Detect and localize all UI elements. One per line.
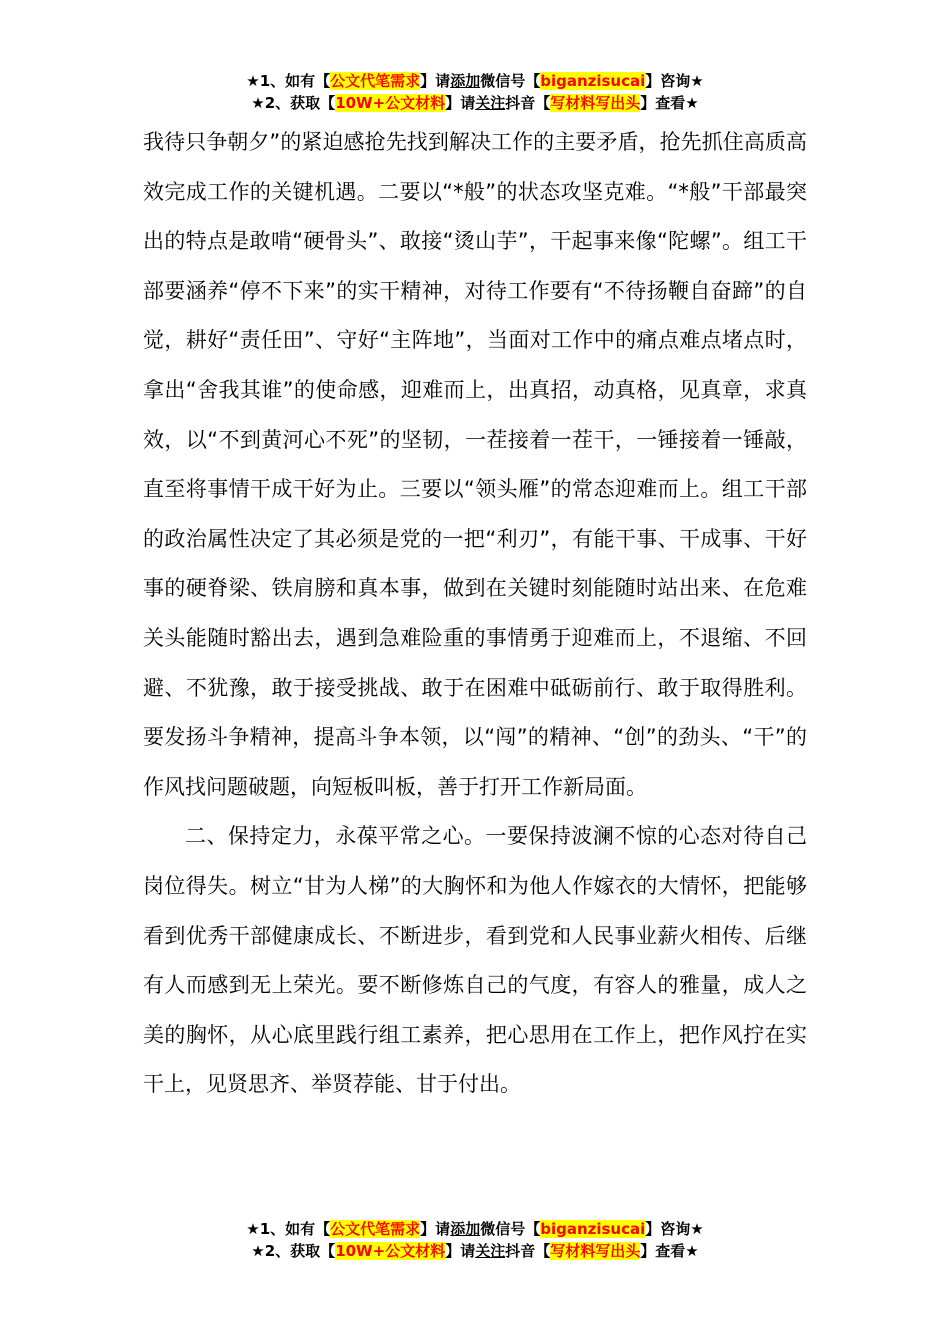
underlined-text: 关注 xyxy=(475,1242,506,1260)
banner-text: 抖音【 xyxy=(505,1242,551,1260)
banner-text: 】请 xyxy=(420,72,451,90)
banner-text: 】请 xyxy=(445,1242,476,1260)
banner-text: 】请 xyxy=(420,1220,451,1238)
highlight-text: 公文代笔需求 xyxy=(330,72,421,90)
highlight-text: biganzisucai xyxy=(540,1220,646,1238)
banner-text: 微信号【 xyxy=(480,72,541,90)
banner-text: ★2、获取【 xyxy=(251,94,336,112)
document-body xyxy=(143,118,807,1110)
underlined-text: 添加 xyxy=(450,72,481,90)
banner-text: ★2、获取【 xyxy=(251,1242,336,1260)
highlight-text: 写材料写出头 xyxy=(550,94,641,112)
body-paragraph: 二、保持定力，永葆平常之心。一要保持波澜不惊的心态对待自己岗位得失。树立“甘为人梯”的大胸怀和为他人作嫁衣的大情怀，把能够看到优秀干部健康成长、不断进步，看到党和人民事业薪火相传、后继有人而感到无上荣光。要不断修炼自己的气度，有容人的雅量，成人之美的胸怀，从心底里践行组工素养，把心思用在工作上，把作风拧在实干上，见贤思齐、举贤荐能、甘于付出。 xyxy=(143,824,807,1097)
banner-text: 】请 xyxy=(445,94,476,112)
banner-text: ★1、如有【 xyxy=(246,1220,331,1238)
body-paragraph: 我待只争朝夕”的紧迫感抢先找到解决工作的主要矛盾，抢先抓住高质高效完成工作的关键机遇。二要以“*般”的状态攻坚克难。“*般”干部最突出的特点是敢啃“硬骨头”、敢接“烫山芋”，干起事来像“陀螺”。组工干部要涵养“停不下来”的实干精神，对待工作要有“不待扬鞭自奋蹄”的自觉，耕好“责任田”、守好“主阵地”，当面对工作中的痛点难点堵点时，拿出“舍我其谁”的使命感，迎难而上，出真招，动真格，见真章，求真效，以“不到黄河心不死”的坚韧，一茬接着一茬干，一锤接着一锤敲，直至将事情干成干好为止。三要以“领头雁”的常态迎难而上。组工干部的政治属性决定了其必须是党的一把“利刃”，有能干事、干成事、干好事的硬脊梁、铁肩膀和真本事，做到在关键时刻能随时站出来、在危难关头能随时豁出去，遇到急难险重的事情勇于迎难而上，不退缩、不回避、不犹豫，敢于接受挑战、敢于在困难中砥砺前行、敢于取得胜利。要发扬斗争精神，提高斗争本领，以“闯”的精神、“创”的劲头、“干”的作风找问题破题，向短板叫板，善于打开工作新局面。 xyxy=(143,130,807,799)
banner-text: 】查看★ xyxy=(640,94,699,112)
banner-text: 】查看★ xyxy=(640,1242,699,1260)
footer-banner xyxy=(0,1218,950,1262)
banner-text: ★1、如有【 xyxy=(246,72,331,90)
banner-text: 微信号【 xyxy=(480,1220,541,1238)
highlight-text: 公文代笔需求 xyxy=(330,1220,421,1238)
highlight-text: 写材料写出头 xyxy=(550,1242,641,1260)
banner-text: 】咨询★ xyxy=(645,1220,704,1238)
highlight-text: biganzisucai xyxy=(540,72,646,90)
underlined-text: 关注 xyxy=(475,94,506,112)
banner-text: 】咨询★ xyxy=(645,72,704,90)
banner-line-2 xyxy=(0,92,950,114)
banner-line-2 xyxy=(0,1240,950,1262)
banner-text: 抖音【 xyxy=(505,94,551,112)
underlined-text: 添加 xyxy=(450,1220,481,1238)
header-banner xyxy=(0,70,950,114)
highlight-text: 10W+公文材料 xyxy=(335,1242,446,1260)
banner-line-1 xyxy=(0,70,950,92)
banner-line-1 xyxy=(0,1218,950,1240)
highlight-text: 10W+公文材料 xyxy=(335,94,446,112)
